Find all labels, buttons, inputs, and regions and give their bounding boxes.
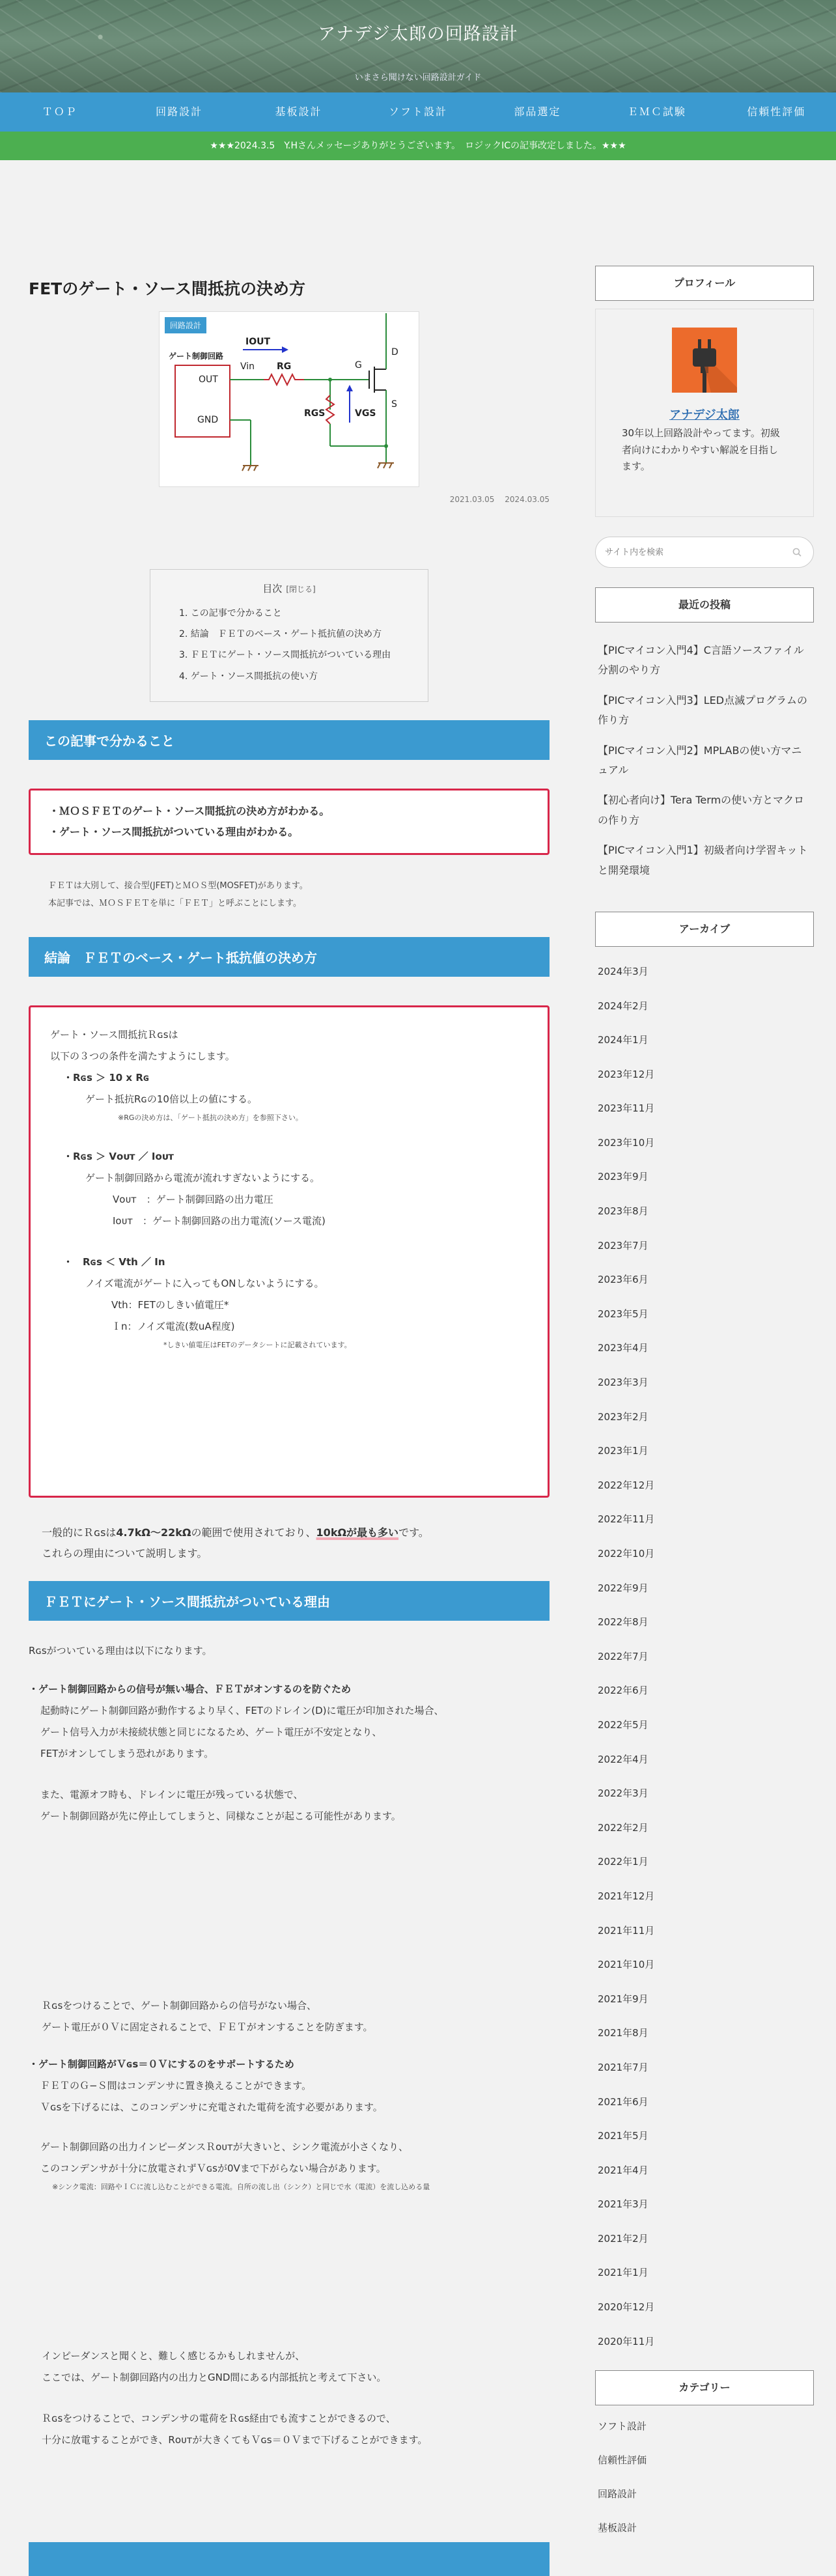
diagram-label-out: OUT (199, 374, 218, 385)
toc-item[interactable]: 2. 結論 ＦＥＴのベース・ゲート抵抗値の決め方 (179, 629, 382, 640)
article (29, 276, 550, 2576)
archive-link[interactable]: 2024年2月 (598, 1000, 648, 1012)
summary-point: ・ＭＯＳＦＥＴのゲート・ソース間抵抗の決め方がわかる。 (49, 804, 330, 817)
summary-point: ・ゲート・ソース間抵抗がついている理由がわかる。 (49, 825, 299, 838)
archive-link[interactable]: 2023年7月 (598, 1239, 648, 1252)
diagram-label-s: S (391, 399, 397, 410)
nav-item-circuit[interactable]: 回路設計 (156, 105, 203, 118)
archive-link[interactable]: 2021年10月 (598, 1959, 655, 1971)
table-of-contents (150, 569, 428, 702)
reason-1 (29, 1679, 550, 1827)
archive-link[interactable]: 2021年2月 (598, 2232, 648, 2245)
archive-link[interactable]: 2022年10月 (598, 1548, 655, 1560)
reason-line: また、電源オフ時も、ドレインに電圧が残っている状態で、 (40, 1789, 303, 1801)
published-date: 2021.03.05 (449, 495, 495, 504)
diagram-label-gnd: GND (197, 415, 219, 425)
sidebar (595, 266, 814, 2545)
reason-line: このコンデンサが十分に放電されずＶɢsが0Vまで下がらない場合があります。 (40, 2163, 386, 2175)
archive-link[interactable]: 2022年5月 (598, 1718, 648, 1731)
diagram-label-vgs: VGS (355, 408, 376, 419)
conclusion-box (29, 1005, 550, 1498)
archive-link[interactable]: 2022年8月 (598, 1616, 648, 1629)
toc-title (167, 581, 411, 595)
recent-post-link[interactable]: 【初心者向け】Tera Termの使い方とマクロの作り方 (598, 794, 805, 826)
toc-item[interactable]: 3. ＦＥＴにゲート・ソース間抵抗がついている理由 (179, 650, 391, 661)
diagram-label-rg: RG (277, 361, 292, 372)
reason-2-conclusion (29, 2408, 550, 2451)
condition-3-desc: ノイズ電流がゲートに入ってもONしないようにする。 (85, 1277, 324, 1289)
profile-name[interactable]: アナデジ太郎 (669, 408, 740, 422)
archive-link[interactable]: 2022年6月 (598, 1685, 648, 1697)
reason-line: Ｒɢsをつけることで、ゲート制御回路からの信号がない場合、 (42, 2000, 316, 2012)
diagram-label-d: D (391, 347, 398, 357)
fet-note-line: ＦＥＴは大別して、接合型(JFET)とＭＯＳ型(MOSFET)があります。 (48, 880, 308, 891)
profile-card (595, 309, 814, 517)
archive-link[interactable]: 2021年11月 (598, 1924, 655, 1937)
archive-link[interactable]: 2023年12月 (598, 1068, 655, 1080)
toc-title-text: 目次 (262, 583, 283, 595)
archive-link[interactable]: 2023年9月 (598, 1171, 648, 1183)
impedance-note (29, 2345, 550, 2388)
eyecatch-image (159, 311, 419, 487)
conclusion-summary (29, 1522, 550, 1564)
reason-line: ゲート電圧が０Ｖに固定されることで、ＦＥＴがオンすることを防ぎます。 (42, 2021, 373, 2034)
archive-link[interactable]: 2021年3月 (598, 2198, 648, 2211)
category-link[interactable]: 基板設計 (598, 2522, 637, 2534)
reason-line: 起動時にゲート制御回路が動作するより早く、FETのドレイン(D)に電圧が印加された場合、 (40, 1705, 444, 1717)
reason-1-head: ・ゲート制御回路からの信号が無い場合、ＦＥＴがオンするのを防ぐため (29, 1683, 352, 1696)
archive-link[interactable]: 2021年4月 (598, 2164, 648, 2176)
archive-link[interactable]: 2024年1月 (598, 1034, 648, 1046)
reason-line: 十分に放電することができ、Rᴏᴜᴛが大きくてもＶɢs＝０Ｖまで下げることができます。 (42, 2433, 428, 2446)
archive-link[interactable]: 2022年2月 (598, 1821, 648, 1834)
archive-link[interactable]: 2023年8月 (598, 1205, 648, 1218)
nav-item-software[interactable]: ソフト設計 (388, 105, 447, 118)
archive-link[interactable]: 2021年9月 (598, 1993, 648, 2005)
reason-line: ここでは、ゲート制御回路内の出力とGND間にある内部抵抗と考えて下さい。 (42, 2371, 387, 2383)
reason-line: ＦＥＴのＧ−Ｓ間はコンデンサに置き換えることができます。 (40, 2080, 312, 2092)
archive-link[interactable]: 2020年11月 (598, 2335, 655, 2347)
widget-title-profile: プロフィール (595, 266, 814, 301)
reason-line: インピーダンスと聞くと、難しく感じるかもしれませんが、 (42, 2349, 305, 2362)
archive-link[interactable]: 2022年1月 (598, 1856, 648, 1868)
ground-symbol-1 (242, 466, 258, 471)
site-tagline: いまさら聞けない回路設計ガイド (354, 73, 482, 83)
archive-link[interactable]: 2021年1月 (598, 2267, 648, 2279)
content-wrap (0, 160, 836, 2534)
archive-link[interactable]: 2021年8月 (598, 2027, 648, 2039)
recent-post-link[interactable]: 【PICマイコン入門1】初級者向け学習キットと開発環境 (598, 844, 808, 876)
reason-line: ゲート制御回路が先に停止してしまうと、同様なことが起こる可能性があります。 (40, 1810, 401, 1823)
archive-link[interactable]: 2022年9月 (598, 1582, 648, 1594)
condition-2: ・Rɢs ＞ Vᴏᴜᴛ ／ Iᴏᴜᴛ (63, 1150, 174, 1162)
nav-item-top[interactable]: ＴＯＰ (42, 105, 77, 118)
recent-post-link[interactable]: 【PICマイコン入門4】C言語ソースファイル分割のやり方 (598, 644, 804, 677)
eyecatch-category-label[interactable]: 回路設計 (165, 317, 206, 333)
archive-link[interactable]: 2021年5月 (598, 2130, 648, 2142)
section-heading-conclusion: 結論 ＦＥＴのベース・ゲート抵抗値の決め方 (29, 937, 550, 977)
toc-list (167, 603, 411, 687)
condition-3: ・ Rɢs ＜ Vth ／ In (63, 1255, 165, 1268)
conclusion-line: 以下の３つの条件を満たすようにします。 (50, 1050, 235, 1063)
recent-post-link[interactable]: 【PICマイコン入門2】MPLABの使い方マニュアル (598, 744, 802, 776)
widget-title-archive: アーカイブ (595, 912, 814, 947)
condition-2-var: Vᴏᴜᴛ ：ゲート制御回路の出力電圧 (113, 1193, 273, 1205)
archive-link[interactable]: 2023年5月 (598, 1308, 648, 1320)
gate-resistor-link-note[interactable]: ※RGの決め方は、「ゲート抵抗の決め方」を参照下さい。 (118, 1113, 303, 1123)
archive-link[interactable]: 2022年4月 (598, 1753, 648, 1765)
reason-line: FETがオンしてしまう恐れがあります。 (40, 1748, 214, 1760)
nav-item-reliability[interactable]: 信頼性評価 (747, 105, 806, 118)
diagram-label-iout: IOUT (245, 337, 271, 347)
archive-link[interactable]: 2022年7月 (598, 1650, 648, 1662)
site-header (0, 0, 836, 92)
vgs-arrowhead (346, 385, 353, 391)
reason-2 (29, 2054, 550, 2195)
plug-icon (672, 328, 737, 393)
nav-item-emc[interactable]: ＥＭＣ試験 (627, 105, 686, 118)
nav-item-board[interactable]: 基板設計 (275, 105, 322, 118)
section-heading-reason: ＦＥＴにゲート・ソース間抵抗がついている理由 (29, 1581, 550, 1621)
recent-post-link[interactable]: 【PICマイコン入門3】LED点滅プログラムの作り方 (598, 693, 807, 727)
reason-intro: Rɢsがついている理由は以下になります。 (29, 1645, 212, 1657)
global-nav (0, 92, 836, 132)
conclusion-summary-line (42, 1522, 550, 1543)
site-title[interactable]: アナデジ太郎の回路設計 (318, 24, 518, 44)
archive-link[interactable]: 2024年3月 (598, 965, 648, 977)
archive-link[interactable]: 2023年1月 (598, 1445, 648, 1457)
conclusion-summary-line: これらの理由について説明します。 (42, 1547, 208, 1560)
search-input[interactable] (596, 537, 785, 567)
reason-1-conclusion (29, 1995, 550, 2038)
toc-item[interactable]: 1. この記事で分かること (179, 608, 282, 619)
circuit-diagram (160, 312, 419, 486)
threshold-note: *しきい値電圧はFETのデータシートに記載されています。 (163, 1340, 352, 1349)
toc-item[interactable]: 4. ゲート・ソース間抵抗の使い方 (179, 671, 318, 682)
toc-toggle[interactable]: [閉じる] (286, 585, 316, 594)
archive-link[interactable]: 2021年12月 (598, 1890, 655, 1902)
updated-date: 2024.03.05 (505, 495, 550, 504)
archive-link[interactable]: 2023年3月 (598, 1377, 648, 1389)
widget-title-category: カテゴリー (595, 2370, 814, 2405)
diagram-label-gate-circuit: ゲート制御回路 (169, 352, 224, 361)
archive-list (595, 955, 814, 2359)
archive-link[interactable]: 2023年11月 (598, 1102, 655, 1115)
condition-1-desc: ゲート抵抗Rɢの10倍以上の値にする。 (85, 1093, 257, 1106)
reason-line: ゲート制御回路の出力インピーダンスＲᴏᴜᴛが大きいと、シンク電流が小さくなり、 (40, 2141, 408, 2153)
reason-line: Ｒɢsをつけることで、コンデンサの電荷をＲɢs経由でも流すことができるので、 (42, 2412, 396, 2424)
archive-link[interactable]: 2023年6月 (598, 1274, 648, 1286)
notice-bar[interactable]: ★★★2024.3.5 Y.Hさんメッセージありがとうございます。 ロジックICの記事改定しました。★★★ (0, 132, 836, 160)
summary-box (29, 789, 550, 855)
condition-2-var: Iᴏᴜᴛ ：ゲート制御回路の出力電流(ソース電流) (113, 1214, 326, 1227)
archive-link[interactable]: 2023年10月 (598, 1136, 655, 1149)
condition-1: ・Rɢs ＞ 10 x Rɢ (63, 1072, 150, 1084)
reason-line: ゲート信号入力が未接続状態と同じになるため、ゲート電圧が不安定となり、 (40, 1726, 382, 1739)
iout-arrowhead (282, 346, 288, 353)
archive-link[interactable]: 2022年3月 (598, 1787, 648, 1800)
avatar (672, 328, 737, 393)
reason-2-head: ・ゲート制御回路がＶɢs＝０Ｖにするのをサポートするため (29, 2058, 294, 2071)
archive-link[interactable]: 2020年12月 (598, 2301, 655, 2314)
post-title: FETのゲート・ソース間抵抗の決め方 (29, 279, 305, 298)
section-heading-summary: この記事で分かること (29, 720, 550, 760)
summary-text: です。 (398, 1526, 429, 1539)
conclusion-line: ゲート・ソース間抵抗Ｒɢsは (50, 1029, 178, 1041)
fet-note-line: 本記事では、ＭＯＳＦＥＴを単に「ＦＥＴ」と呼ぶことにします。 (48, 899, 301, 909)
diagram-label-rgs: RGS (304, 408, 326, 419)
diagram-label-g: G (355, 360, 362, 371)
condition-3-var: Ｉn：ノイズ電流(数uA程度) (111, 1320, 235, 1332)
summary-text: 一般的にＲɢsは (42, 1526, 117, 1539)
resistor-rg (264, 374, 304, 385)
nav-item-parts[interactable]: 部品選定 (514, 105, 561, 118)
next-section-heading (29, 2542, 550, 2576)
search-box (595, 537, 814, 568)
summary-text: の範囲で使用されており、 (191, 1526, 316, 1539)
ground-symbol-2 (378, 463, 394, 468)
condition-3-var: Vth：FETのしきい値電圧* (111, 1298, 229, 1311)
search-icon[interactable] (792, 548, 801, 557)
category-link[interactable]: 信頼性評価 (598, 2454, 647, 2467)
archive-link[interactable]: 2022年12月 (598, 1479, 655, 1491)
widget-title-recent: 最近の投稿 (595, 587, 814, 623)
diagram-label-vin: Vin (240, 361, 255, 372)
category-link[interactable]: 回路設計 (598, 2488, 637, 2500)
condition-2-desc: ゲート制御回路から電流が流れすぎないようにする。 (85, 1171, 320, 1184)
post-dates (29, 495, 550, 504)
category-list (595, 2409, 814, 2545)
sink-current-note: ※シンク電流：回路やＩＣに流し込むことができる電流。自所の流し出（シンク）と同じで水（電流）を流し込める量 (52, 2183, 430, 2192)
fet-note (29, 877, 550, 913)
archive-link[interactable]: 2021年7月 (598, 2061, 648, 2073)
summary-range: 4.7kΩ〜22kΩ (116, 1526, 191, 1539)
summary-highlight: 10kΩが最も多い (316, 1526, 399, 1539)
recent-posts (595, 636, 814, 886)
reason-line: Ｖɢsを下げるには、このコンデンサに充電された電荷を流す必要があります。 (40, 2101, 383, 2114)
archive-link[interactable]: 2021年6月 (598, 2095, 648, 2108)
profile-description: 30年以上回路設計やってます。初級者向けにわかりやすい解説を目指します。 (622, 427, 780, 472)
archive-link[interactable]: 2022年11月 (598, 1513, 655, 1526)
archive-link[interactable]: 2023年4月 (598, 1342, 648, 1354)
archive-link[interactable]: 2023年2月 (598, 1410, 648, 1423)
category-link[interactable]: ソフト設計 (598, 2420, 647, 2433)
